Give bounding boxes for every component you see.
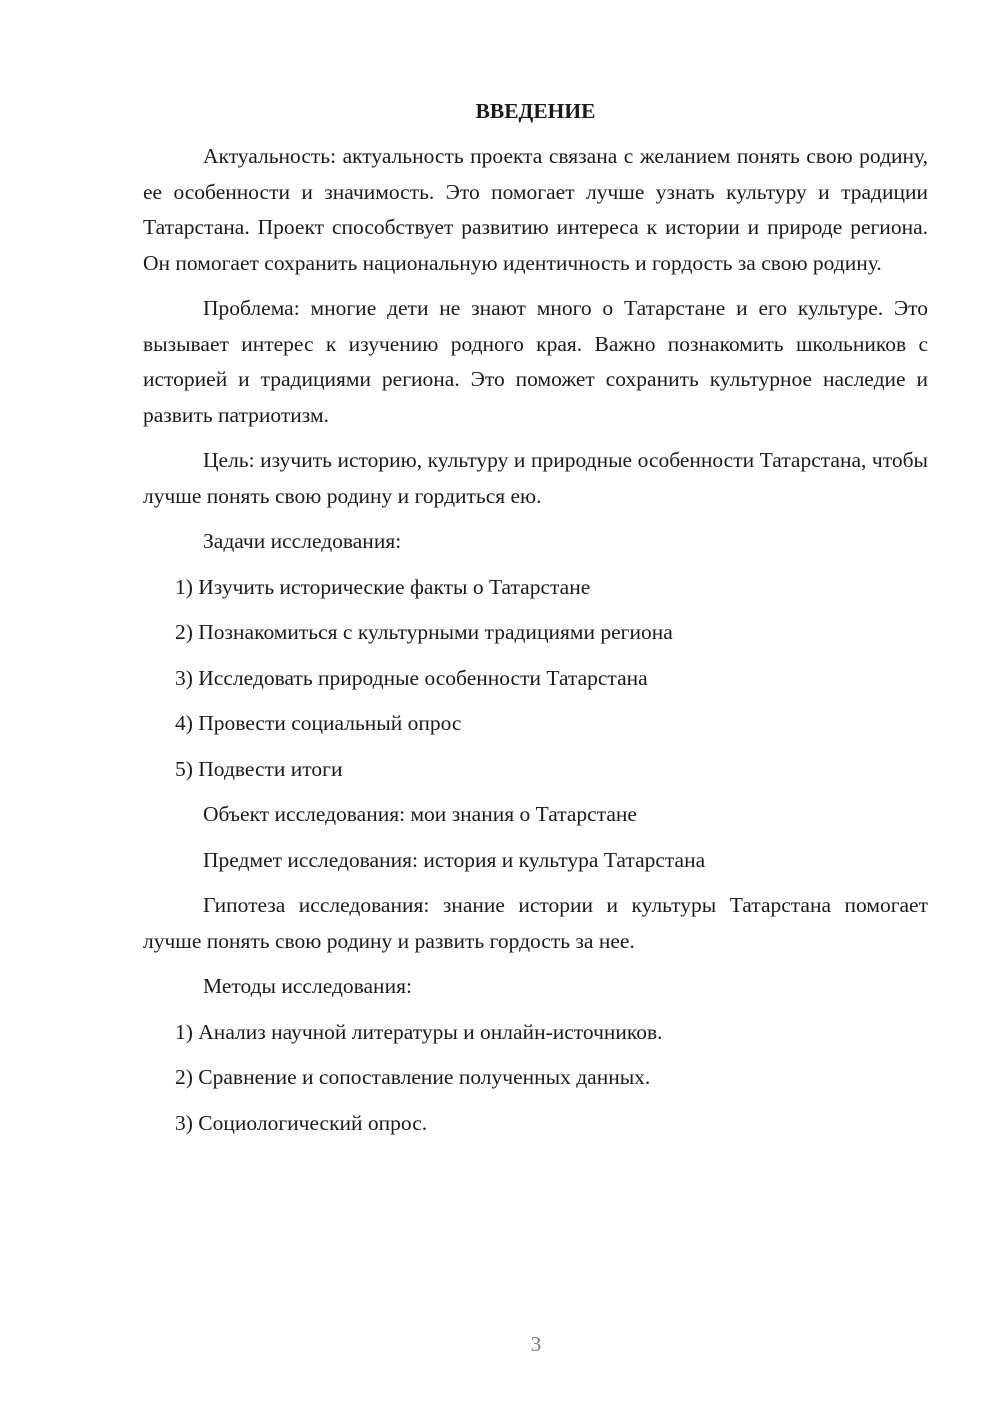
list-item: 5) Подвести итоги: [175, 756, 343, 781]
methods-title: Методы исследования:: [203, 974, 412, 998]
tasks-list: [143, 570, 928, 788]
subject-line: Предмет исследования: история и культура Татарстана: [203, 847, 706, 872]
list-item: 1) Изучить исторические факты о Татарстане: [175, 574, 591, 599]
problem-paragraph: Проблема: многие дети не знают много о Татарстане и его культуре. Это вызывает интерес к изучению родного края. Важно познакомить школьников с историей и традициями региона. Это поможет сохранить культурное наследие и развить патриотизм.: [143, 296, 928, 427]
list-item: 3) Исследовать природные особенности Татарстана: [175, 665, 648, 690]
object-line: Объект исследования: мои знания о Татарстане: [203, 802, 637, 826]
section-heading: ВВЕДЕНИЕ: [475, 99, 596, 123]
page-number: 3: [530, 1332, 542, 1356]
list-item: 2) Сравнение и сопоставление полученных данных.: [175, 1065, 651, 1089]
hypothesis-paragraph: Гипотеза исследования: знание истории и культуры Татарстана помогает лучше понять свою родину и развить гордость за нее.: [143, 893, 928, 953]
list-item: 3) Социологический опрос.: [175, 1110, 428, 1135]
methods-list: [143, 1015, 928, 1142]
list-item: 1) Анализ научной литературы и онлайн-источников.: [175, 1019, 663, 1044]
list-item: 2) Познакомиться с культурными традициями региона: [175, 620, 673, 644]
document-page: [143, 96, 928, 1151]
relevance-paragraph: Актуальность: актуальность проекта связана с желанием понять свою родину, ее особенности и значимость. Это помогает лучше узнать культуру и традиции Татарстана. Проект способствует развитию интереса к истории и природе региона. Он помогает сохранить национальную идентичность и гордость за свою родину.: [143, 144, 928, 275]
list-item: 4) Провести социальный опрос: [175, 711, 462, 735]
tasks-title: Задачи исследования:: [203, 529, 402, 553]
goal-paragraph: Цель: изучить историю, культуру и природные особенности Татарстана, чтобы лучше понять свою родину и гордиться ею.: [143, 448, 928, 508]
